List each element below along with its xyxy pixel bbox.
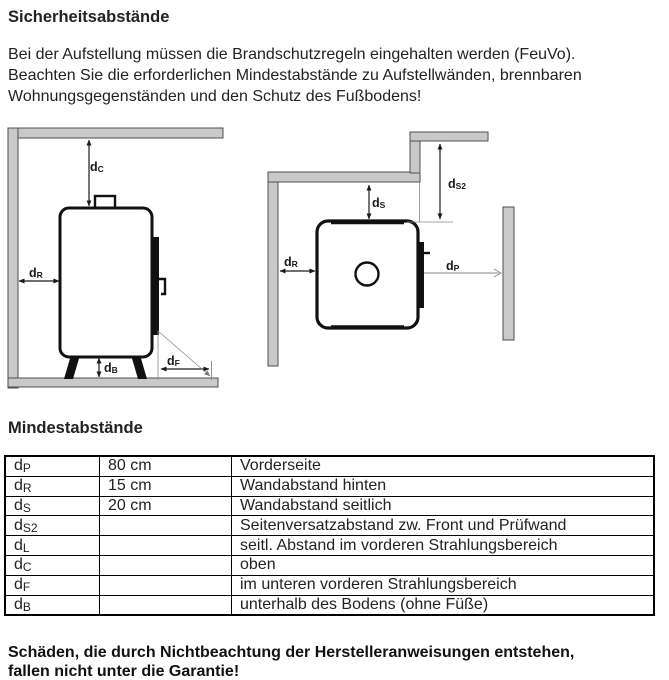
value-cell <box>100 575 232 595</box>
warning-line: fallen nicht unter die Garantie! <box>8 663 240 680</box>
description-cell: unterhalb des Bodens (ohne Füße) <box>232 595 655 615</box>
distance-label-ds: $d_S$ <box>372 196 386 210</box>
test-wall-offset <box>410 132 488 141</box>
intro-line: Beachten Sie die erforderlichen Mindestabstände zu Aufstellwänden, brennbaren <box>8 67 582 84</box>
warranty-warning <box>8 643 574 680</box>
description-cell: seitl. Abstand im vorderen Strahlungsbereich <box>232 536 655 556</box>
description-cell: oben <box>232 555 655 575</box>
table-row <box>5 536 654 556</box>
symbol-cell: $d_L$ <box>5 536 100 556</box>
distance-label-dr-top: $d_R$ <box>284 255 298 269</box>
wall-top <box>268 172 420 182</box>
min-distances-heading: Mindestabstände <box>8 419 143 437</box>
table-row <box>5 496 654 516</box>
table-row <box>5 456 654 476</box>
flue-outlet-circle <box>356 263 379 286</box>
symbol-cell: $d_S$ <box>5 496 100 516</box>
table-row <box>5 575 654 595</box>
warning-line: Schäden, die durch Nichtbeachtung der Herstelleranweisungen entstehen, <box>8 644 575 661</box>
value-cell: 15 cm <box>100 476 232 496</box>
distance-label-ds2: $d_{S2}$ <box>448 177 467 191</box>
value-cell: 80 cm <box>100 456 232 476</box>
distance-label-dp: $d_P$ <box>446 259 460 273</box>
symbol-cell: $d_F$ <box>5 575 100 595</box>
description-cell: im unteren vorderen Strahlungsbereich <box>232 575 655 595</box>
page-title: Sicherheitsabstände <box>8 8 170 26</box>
intro-line: Bei der Aufstellung müssen die Brandschutzregeln eingehalten werden (FeuVo). <box>8 46 576 63</box>
value-cell: 20 cm <box>100 496 232 516</box>
stove-door-top <box>417 242 424 308</box>
distance-label-df: $d_F$ <box>167 354 180 368</box>
value-cell <box>100 536 232 556</box>
distance-label-dc: $d_C$ <box>90 160 104 174</box>
description-cell: Wandabstand seitlich <box>232 496 655 516</box>
wall-left <box>8 128 18 388</box>
min-distances-table <box>4 455 655 616</box>
wall-front <box>503 207 514 340</box>
value-cell <box>100 595 232 615</box>
wall-side <box>268 182 278 366</box>
symbol-cell: $d_R$ <box>5 476 100 496</box>
description-cell: Vorderseite <box>232 456 655 476</box>
value-cell <box>100 516 232 536</box>
intro-line: Wohnungsgegenständen und den Schutz des Fußbodens! <box>8 88 422 105</box>
stove-leg-left <box>64 355 80 379</box>
test-wall-connector <box>410 141 420 173</box>
safety-distances-diagram <box>0 118 669 408</box>
table-row <box>5 516 654 536</box>
description-cell: Seitenversatzabstand zw. Front und Prüfwand <box>232 516 655 536</box>
ceiling <box>18 128 223 138</box>
top-view-diagram <box>268 132 514 366</box>
side-view-diagram <box>8 128 223 388</box>
symbol-cell: $d_B$ <box>5 595 100 615</box>
table-row <box>5 595 654 615</box>
door-handle-side <box>159 279 165 294</box>
symbol-cell: $d_{S2}$ <box>5 516 100 536</box>
stove-body-side <box>60 208 152 357</box>
table-row <box>5 476 654 496</box>
intro-paragraph <box>8 44 582 107</box>
distance-label-db: $d_B$ <box>104 361 118 375</box>
distance-label-dr-side: $d_R$ <box>29 266 43 280</box>
stove-door-side <box>152 237 160 335</box>
description-cell: Wandabstand hinten <box>232 476 655 496</box>
symbol-cell: $d_P$ <box>5 456 100 476</box>
symbol-cell: $d_C$ <box>5 555 100 575</box>
table-row <box>5 555 654 575</box>
stove-leg-right <box>131 355 147 379</box>
floor <box>8 378 218 387</box>
value-cell <box>100 555 232 575</box>
